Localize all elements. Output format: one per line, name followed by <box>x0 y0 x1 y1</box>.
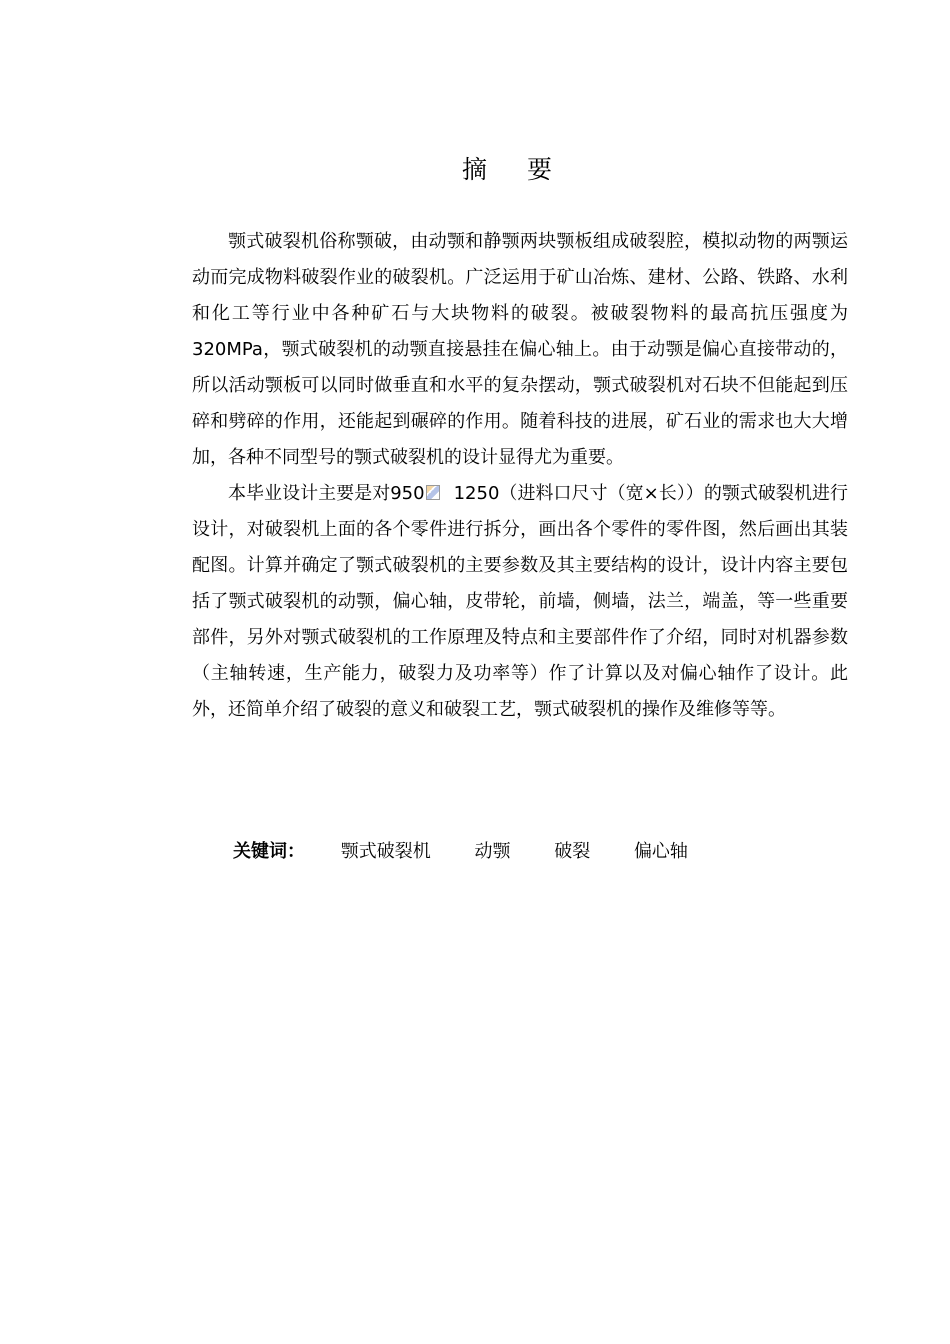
abstract-paragraph-2 <box>192 476 848 728</box>
keywords-label: 关键词： <box>233 841 305 862</box>
abstract-body <box>192 224 848 728</box>
keyword-item: 动颚 <box>474 841 511 862</box>
keyword-item: 颚式破裂机 <box>340 841 431 862</box>
keywords-line <box>233 834 726 870</box>
paragraph-2-rest: 1250（进料口尺寸（宽×长））的颚式破裂机进行设计，对破裂机上面的各个零件进行拆分，画出各个零件的零件图，然后画出其装配图。计算并确定了颚式破裂机的主要参数及其主要结构的设计，设计内容主要包括了颚式破裂机的动颚，偏心轴，皮带轮，前墙，侧墙，法兰，端盖，等一些重要部件，另外对颚式破裂机的工作原理及特点和主要部件作了介绍，同时对机器参数（主轴转速，生产能力，破裂力及功率等）作了计算以及对偏心轴作了设计。此外，还简单介绍了破裂的意义和破裂工艺，颚式破裂机的操作及维修等等。 <box>192 483 848 720</box>
abstract-title: 摘 要 <box>462 155 568 184</box>
keyword-item: 偏心轴 <box>633 841 688 862</box>
paragraph-2-start: 本毕业设计主要是对950 <box>228 483 425 504</box>
broken-glyph-icon <box>426 485 440 500</box>
keyword-item: 破裂 <box>554 841 591 862</box>
abstract-paragraph-1: 颚式破裂机俗称颚破，由动颚和静颚两块颚板组成破裂腔，模拟动物的两颚运动而完成物料破裂作业的破裂机。广泛运用于矿山冶炼、建材、公路、铁路、水利和化工等行业中各种矿石与大块物料的破裂。被破裂物料的最高抗压强度为320MPa，颚式破裂机的动颚直接悬挂在偏心轴上。由于动颚是偏心直接带动的，所以活动颚板可以同时做垂直和水平的复杂摆动，颚式破裂机对石块不但能起到压碎和劈碎的作用，还能起到碾碎的作用。随着科技的进展，矿石业的需求也大大增加，各种不同型号的颚式破裂机的设计显得尤为重要。 <box>192 231 848 468</box>
